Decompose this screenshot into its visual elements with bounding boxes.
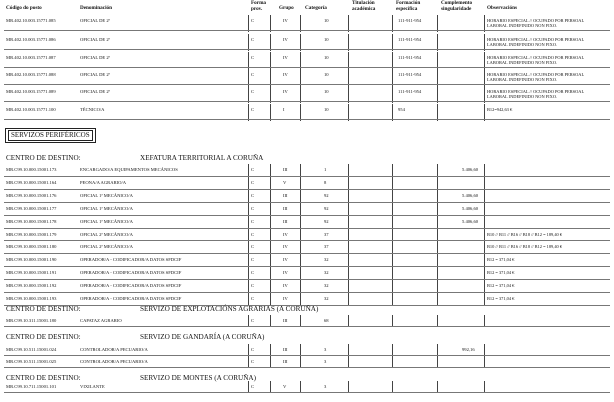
posto-complemento: 5.406,60: [462, 192, 479, 198]
posto-grupo: IV: [283, 244, 288, 250]
posto-code: MR.402.10.003.15771.089: [6, 89, 56, 94]
header-forma: Forma: [251, 0, 266, 6]
posto-complemento: 5.406,60: [462, 218, 479, 224]
posto-denominacion: OFICIAL DE 2ª: [80, 72, 110, 77]
row-divider: [4, 101, 610, 102]
posto-categoria: 8: [324, 179, 327, 185]
posto-formacion: 111-911-954: [398, 55, 422, 60]
posto-forma: C: [251, 257, 255, 263]
posto-denominacion: OPERADOR/A - CODIFICADOR/A DATOS SFDCIF: [80, 257, 182, 263]
posto-observacion-2: LABORAL INDEFINIDO NON FIXO.: [487, 60, 558, 65]
posto-forma: C: [251, 55, 255, 60]
row-divider: [4, 215, 610, 216]
posto-grupo: IV: [283, 231, 288, 237]
posto-grupo: I: [283, 107, 285, 112]
posto-categoria: 92: [324, 192, 329, 198]
posto-code: MR.C99.10.000.15001.193: [6, 296, 57, 301]
posto-code: MR.C99.10.000.15001.178: [6, 218, 57, 224]
posto-denominacion: OFICIAL 1ª MECÁNICO/A: [80, 205, 133, 211]
posto-categoria: 10: [324, 72, 329, 77]
row-divider: [4, 279, 610, 280]
posto-categoria: 92: [324, 218, 329, 224]
posto-forma: C: [251, 270, 255, 276]
section-title-montes: SERVIZO DE MONTES (A CORUÑA): [140, 374, 257, 382]
row-divider: [4, 202, 610, 203]
posto-categoria: 3: [324, 359, 327, 364]
posto-categoria: 68: [324, 318, 329, 323]
posto-categoria: 10: [324, 55, 329, 60]
header-titulacion-1: Titulación: [352, 0, 375, 6]
header-complemento-2: singularidade: [441, 6, 472, 12]
posto-code: MR.402.10.003.15771.100: [6, 107, 56, 112]
posto-observacion-2: LABORAL INDEFINIDO NON FIXO.: [487, 94, 558, 99]
posto-observacion-1: HORARIO ESPECIAL // OCUPADO POR PERSOAL: [487, 37, 585, 42]
posto-grupo: IV: [283, 283, 288, 289]
posto-denominacion: OFICIAL DE 2ª: [80, 89, 110, 94]
posto-categoria: 92: [324, 205, 329, 211]
posto-formacion: 111-911-954: [398, 89, 422, 94]
posto-observacion-1: HORARIO ESPECIAL // OCUPADO POR PERSOAL: [487, 89, 585, 94]
posto-forma: C: [251, 318, 255, 323]
posto-forma: C: [251, 218, 255, 224]
posto-forma: C: [251, 296, 255, 301]
posto-denominacion: TÉCNICO/A: [80, 107, 105, 112]
posto-complemento: 992,16: [462, 347, 475, 352]
posto-code: MR.C99.10.000.15001.179: [6, 231, 57, 237]
row-divider: [4, 84, 610, 85]
posto-code: MR.C99.10.511.15001.025: [6, 359, 57, 364]
posto-grupo: III: [283, 359, 288, 364]
header-formacion-1: Formación: [396, 0, 421, 6]
posto-categoria: 32: [324, 270, 329, 276]
posto-forma: C: [251, 192, 255, 198]
posto-denominacion: OFICIAL 1ª MECÁNICO/A: [80, 192, 133, 198]
section-title-explotacions: SERVIZO DE EXPLOTACIÓNS AGRARIAS (A CORUÑA): [140, 305, 319, 313]
row-divider: [4, 292, 610, 293]
posto-grupo: V: [283, 179, 287, 185]
posto-observacion: B12 = 371,04 €: [487, 296, 515, 301]
posto-observacion-2: LABORAL INDEFINIDO NON FIXO.: [487, 23, 558, 28]
posto-grupo: IV: [283, 257, 288, 263]
row-divider: [4, 189, 610, 190]
posto-denominacion: OPERADOR/A - CODIFICADOR/A DATOS SFDCIF: [80, 296, 182, 301]
posto-code: MR.C99.10.311.15001.180: [6, 318, 57, 323]
posto-code: MR.C99.10.511.15001.024: [6, 347, 57, 352]
header-formacion-2: específica: [396, 6, 418, 12]
posto-denominacion: CONTROLADOR/A PECUARIO/A: [80, 359, 148, 364]
posto-code: MR.C99.10.000.15001.192: [6, 283, 57, 289]
posto-formacion: 111-911-954: [398, 37, 422, 42]
posto-formacion: 111-911-954: [398, 18, 422, 23]
posto-code: MR.C99.10.000.15001.164: [6, 179, 57, 185]
header-denominacion: Denominación: [80, 5, 112, 11]
posto-code: MR.C99.10.000.15001.180: [6, 244, 57, 250]
row-divider: [4, 392, 610, 393]
posto-forma: C: [251, 244, 255, 250]
row-divider: [4, 253, 610, 254]
header-grupo: Grupo: [279, 5, 294, 11]
header-prov: prov.: [251, 6, 263, 12]
posto-categoria: 3: [324, 347, 327, 352]
posto-grupo: IV: [283, 72, 288, 77]
posto-observacion: B10 // B11 // B16 // B18 // B12 = 189,40 €: [487, 231, 563, 237]
posto-denominacion: ENCARGADO/A EQUIPAMENTOS MECÁNICOS: [80, 167, 178, 172]
posto-categoria: 3: [324, 384, 327, 389]
posto-grupo: IV: [283, 89, 288, 94]
posto-code: MR.C99.10.000.15001.190: [6, 257, 57, 263]
posto-grupo: III: [283, 192, 288, 198]
posto-forma: C: [251, 18, 255, 23]
posto-code: MR.C99.10.000.15001.176: [6, 192, 57, 198]
posto-forma: C: [251, 231, 255, 237]
posto-grupo: III: [283, 205, 288, 211]
posto-categoria: 1: [324, 167, 327, 172]
posto-categoria: 32: [324, 257, 329, 263]
posto-forma: C: [251, 283, 255, 289]
centro-destino-label-1: CENTRO DE DESTINO:: [6, 154, 81, 162]
row-divider: [4, 30, 610, 31]
centro-destino-label-4: CENTRO DE DESTINO:: [6, 374, 81, 382]
posto-formacion: 954: [398, 107, 405, 112]
posto-forma: C: [251, 359, 255, 364]
servizos-perifericos-title: SERVIZOS PERIFÉRICOS: [8, 130, 93, 141]
posto-observacion: B12 = 371,04 €: [487, 283, 515, 289]
posto-observacion-2: LABORAL INDEFINIDO NON FIXO.: [487, 77, 558, 82]
posto-grupo: IV: [283, 296, 288, 301]
posto-denominacion: OFICIAL 1ª MECÁNICO/A: [80, 218, 133, 224]
row-divider: [4, 228, 610, 229]
header-categoria: Categoría: [305, 5, 327, 11]
posto-categoria: 32: [324, 296, 329, 301]
posto-denominacion: OFICIAL DE 2ª: [80, 18, 110, 23]
posto-code: MR.402.10.003.15771.088: [6, 72, 56, 77]
row-divider: [4, 119, 610, 120]
posto-observacion-1: B12=942,63 €: [487, 107, 513, 112]
centro-destino-label-3: CENTRO DE DESTINO:: [6, 333, 81, 341]
posto-observacion: B10 // B11 // B16 // B18 // B12 = 189,40 €: [487, 244, 563, 250]
posto-forma: C: [251, 384, 255, 389]
posto-code: MR.C99.10.000.15001.191: [6, 270, 57, 276]
posto-forma: C: [251, 72, 255, 77]
row-divider: [4, 49, 610, 50]
posto-forma: C: [251, 107, 255, 112]
posto-categoria: 10: [324, 107, 329, 112]
posto-code: MR.402.10.003.15771.085: [6, 18, 56, 23]
posto-denominacion: CAPATAZ AGRARIO: [80, 318, 122, 323]
posto-forma: C: [251, 37, 255, 42]
posto-categoria: 32: [324, 283, 329, 289]
posto-categoria: 37: [324, 231, 329, 237]
row-divider: [4, 367, 610, 368]
posto-forma: C: [251, 179, 255, 185]
posto-categoria: 37: [324, 244, 329, 250]
posto-grupo: III: [283, 318, 288, 323]
posto-grupo: III: [283, 347, 288, 352]
row-divider: [4, 240, 610, 241]
section-title-xefatura: XEFATURA TERRITORIAL A CORUÑA: [140, 154, 264, 162]
posto-denominacion: OPERADOR/A - CODIFICADOR/A DATOS SFDCIF: [80, 270, 182, 276]
posto-forma: C: [251, 167, 255, 172]
servizos-perifericos-box: [5, 128, 96, 143]
posto-grupo: V: [283, 384, 287, 389]
posto-denominacion: CONTROLADOR/A PECUARIO/A: [80, 347, 148, 352]
posto-categoria: 10: [324, 37, 329, 42]
row-divider: [4, 176, 610, 177]
posto-grupo: III: [283, 167, 288, 172]
posto-categoria: 10: [324, 89, 329, 94]
posto-denominacion: OPERADOR/A - CODIFICADOR/A DATOS SFDCIF: [80, 283, 182, 289]
header-codigo: Código do posto: [6, 5, 42, 11]
posto-grupo: IV: [283, 18, 288, 23]
posto-code: MR.402.10.003.15771.087: [6, 55, 56, 60]
row-divider: [4, 67, 610, 68]
posto-categoria: 10: [324, 18, 329, 23]
posto-complemento: 5.406,60: [462, 167, 479, 172]
posto-denominacion: OFICIAL DE 2ª: [80, 55, 110, 60]
posto-denominacion: OFICIAL DE 2ª: [80, 37, 110, 42]
posto-forma: C: [251, 205, 255, 211]
centro-destino-label-2: CENTRO DE DESTINO:: [6, 305, 81, 313]
posto-observacion: B12 = 371,04 €: [487, 257, 515, 263]
posto-denominacion: OFICIAL 2ª MECÁNICO/A: [80, 244, 133, 250]
posto-grupo: III: [283, 218, 288, 224]
posto-formacion: 111-911-954: [398, 72, 422, 77]
posto-denominacion: OFICIAL 2ª MECÁNICO/A: [80, 231, 133, 237]
posto-grupo: IV: [283, 37, 288, 42]
posto-grupo: IV: [283, 270, 288, 276]
posto-observacion-1: HORARIO ESPECIAL // OCUPADO POR PERSOAL: [487, 72, 585, 77]
row-divider: [4, 326, 610, 327]
posto-forma: C: [251, 89, 255, 94]
header-complemento-1: Complemento: [441, 0, 473, 6]
header-observaciones: Observacións: [487, 5, 517, 11]
posto-denominacion: PEONA/A AGRARIO/A: [80, 179, 127, 185]
row-divider: [4, 266, 610, 267]
posto-observacion-1: HORARIO ESPECIAL // OCUPADO POR PERSOAL: [487, 18, 585, 23]
posto-denominacion: VIXILANTE: [80, 384, 105, 389]
posto-forma: C: [251, 347, 255, 352]
posto-code: MR.C99.10.711.15001.101: [6, 384, 57, 389]
row-divider: [4, 355, 610, 356]
posto-code: MR.C99.10.000.15001.173: [6, 167, 57, 172]
posto-complemento: 5.406,60: [462, 205, 479, 211]
posto-code: MR.402.10.003.15771.086: [6, 37, 56, 42]
section-title-gandaria: SERVIZO DE GANDARÍA (A CORUÑA): [140, 333, 265, 341]
posto-code: MR.C99.10.000.15001.177: [6, 205, 57, 211]
header-titulacion-2: académica: [352, 6, 376, 12]
posto-observacion-1: HORARIO ESPECIAL // OCUPADO POR PERSOAL: [487, 55, 585, 60]
posto-observacion-2: LABORAL INDEFINIDO NON FIXO.: [487, 42, 558, 47]
posto-grupo: IV: [283, 55, 288, 60]
posto-observacion: B12 = 371,04 €: [487, 270, 515, 276]
